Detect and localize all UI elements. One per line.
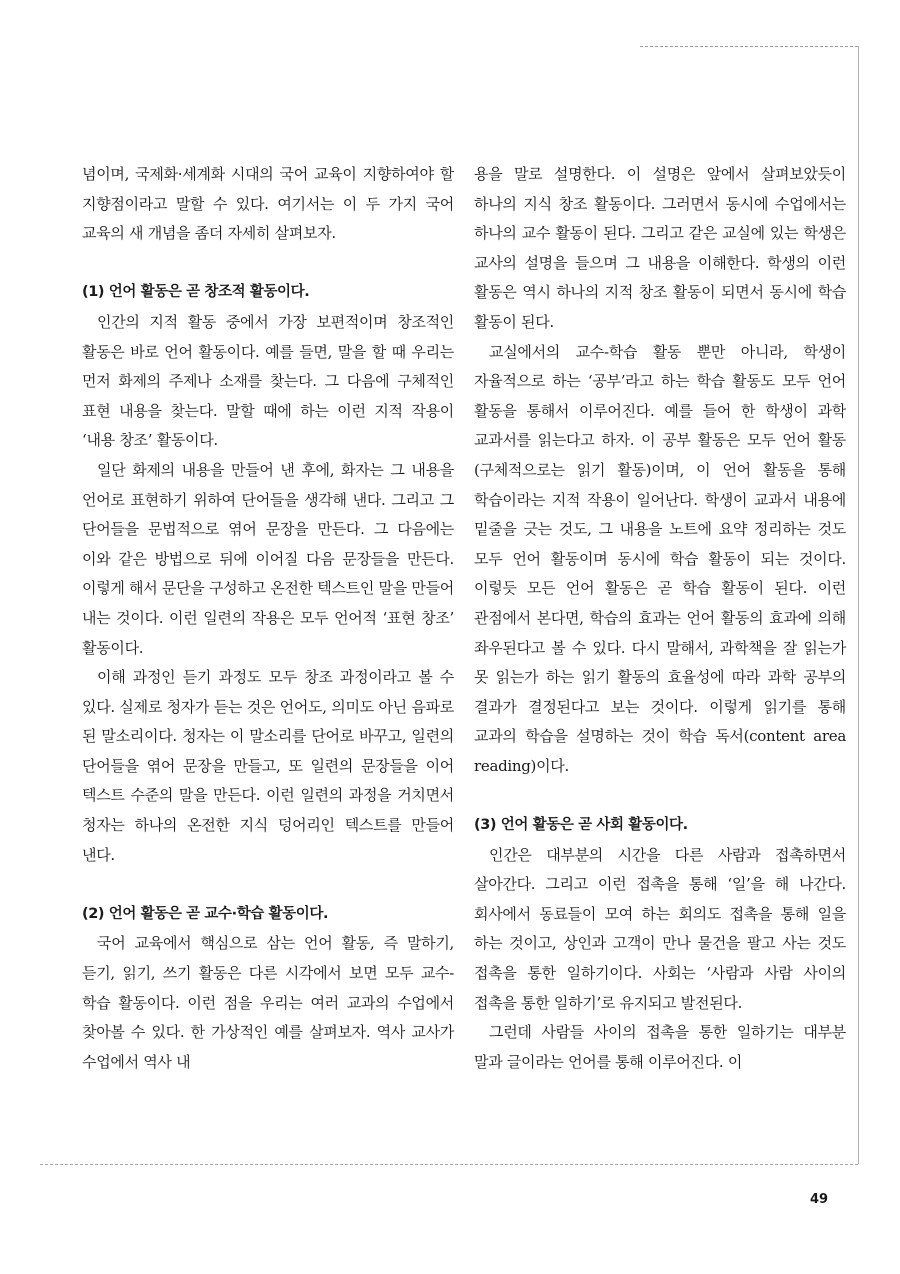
- body-paragraph: 이해 과정인 듣기 과정도 모두 창조 과정이라고 볼 수 있다. 실제로 청자가 듣는 것은 언어도, 의미도 아닌 음파로 된 말소리이다. 청자는 이 말소리를 단어로 바꾸고, 일련의 단어들을 엮어 문장을 만들고, 또 일련의 문장들을 이어 텍스트 수준의 말을 만든다. 이런 일련의 과정을 거치면서 청자는 하나의 온전한 지식 덩어리인 텍스트를 만들어 낸다.: [82, 668, 454, 864]
- body-paragraph: 일단 화제의 내용을 만들어 낸 후에, 화자는 그 내용을 언어로 표현하기 위하여 단어들을 생각해 낸다. 그리고 그 단어들을 문법적으로 엮어 문장을 만든다. 그 다음에는 이와 같은 방법으로 뒤에 이어질 다음 문장들을 만든다. 이렇게 해서 문단을 구성하고 온전한 텍스트인 말을 만들어 내는 것이다. 이런 일련의 작용은 모두 언어적 ‘표현 창조’ 활동이다.: [82, 460, 454, 657]
- page-border-bottom: [40, 1164, 858, 1165]
- body-paragraph: 용을 말로 설명한다. 이 설명은 앞에서 살펴보았듯이 하나의 지식 창조 활동이다. 그러면서 동시에 수업에서는 하나의 교수 활동이 된다. 그리고 같은 교실에 있는 학생은 교사의 설명을 들으며 그 내용을 이해한다. 학생의 이런 활동은 역시 하나의 지적 창조 활동이 되면서 동시에 학습 활동이 된다.: [474, 165, 846, 331]
- body-paragraph: 국어 교육에서 핵심으로 삼는 언어 활동, 즉 말하기, 듣기, 읽기, 쓰기 활동은 다른 시각에서 보면 모두 교수-학습 활동이다. 이런 점을 우리는 여러 교과의 수업에서 찾아볼 수 있다. 한 가상적인 예를 살펴보자. 역사 교사가 수업에서 역사 내: [82, 934, 454, 1071]
- right-text-column: [474, 160, 846, 1077]
- body-paragraph: 념이며, 국제화·세계화 시대의 국어 교육이 지향하여야 할 지향점이라고 말할 수 있다. 여기서는 이 두 가지 국어 교육의 새 개념을 좀더 자세히 살펴보자.: [82, 165, 454, 243]
- left-text-column: [82, 160, 454, 1077]
- body-paragraph: 교실에서의 교수-학습 활동 뿐만 아니라, 학생이 자율적으로 하는 ‘공부’라고 하는 학습 활동도 모두 언어 활동을 통해서 이루어진다. 예를 들어 한 학생이 과학 교과서를 읽는다고 하자. 이 공부 활동은 모두 언어 활동(구체적으로는 읽기 활동)이며, 이 언어 활동을 통해 학습이라는 지적 작용이 일어난다. 학생이 교과서 내용에 밑줄을 긋는 것도, 그 내용을 노트에 요약 정리하는 것도 모두 언어 활동이며 동시에 학습 활동이 되는 것이다. 이렇듯 모든 언어 활동은 곧 학습 활동이 된다. 이런 관점에서 본다면, 학습의 효과는 언어 활동의 효과에 의해 좌우된다고 볼 수 있다. 다시 말해서, 과학책을 잘 읽는가 못 읽는가 하는 읽기 활동의 효율성에 따라 과학 공부의 결과가 결정된다고 보는 것이다. 이렇게 읽기를 통해 교과의 학습을 설명하는 것이 학습 독서(content area reading)이다.: [474, 342, 846, 775]
- body-paragraph: 인간의 지적 활동 중에서 가장 보편적이며 창조적인 활동은 바로 언어 활동이다. 예를 들면, 말을 할 때 우리는 먼저 화제의 주제나 소재를 찾는다. 그 다음에 구체적인 표현 내용을 찾는다. 말할 때에 하는 이런 지적 작용이 ‘내용 창조’ 활동이다.: [82, 312, 454, 450]
- paragraph-gap: [82, 870, 454, 900]
- page-border-right: [858, 46, 859, 1164]
- section-heading: (3) 언어 활동은 곧 사회 활동이다.: [474, 817, 688, 834]
- section-heading: (1) 언어 활동은 곧 창조적 활동이다.: [82, 284, 310, 301]
- page-border-top: [640, 46, 858, 47]
- section-heading: (2) 언어 활동은 곧 교수·학습 활동이다.: [82, 905, 329, 922]
- page-number: 49: [810, 1192, 829, 1207]
- paragraph-gap: [82, 249, 454, 279]
- body-paragraph: 인간은 대부분의 시간을 다른 사람과 접촉하면서 살아간다. 그리고 이런 접촉을 통해 ‘일’을 해 나간다. 회사에서 동료들이 모여 하는 회의도 접촉을 통해 일을 하는 것이고, 상인과 고객이 만나 물건을 팔고 사는 것도 접촉을 통한 일하기이다. 사회는 ‘사람과 사람 사이의 접촉을 통한 일하기’로 유지되고 발전된다.: [474, 845, 846, 1012]
- paragraph-gap: [474, 781, 846, 811]
- body-paragraph: 그런데 사람들 사이의 접촉을 통한 일하기는 대부분 말과 글이라는 언어를 통해 이루어진다. 이: [474, 1023, 846, 1071]
